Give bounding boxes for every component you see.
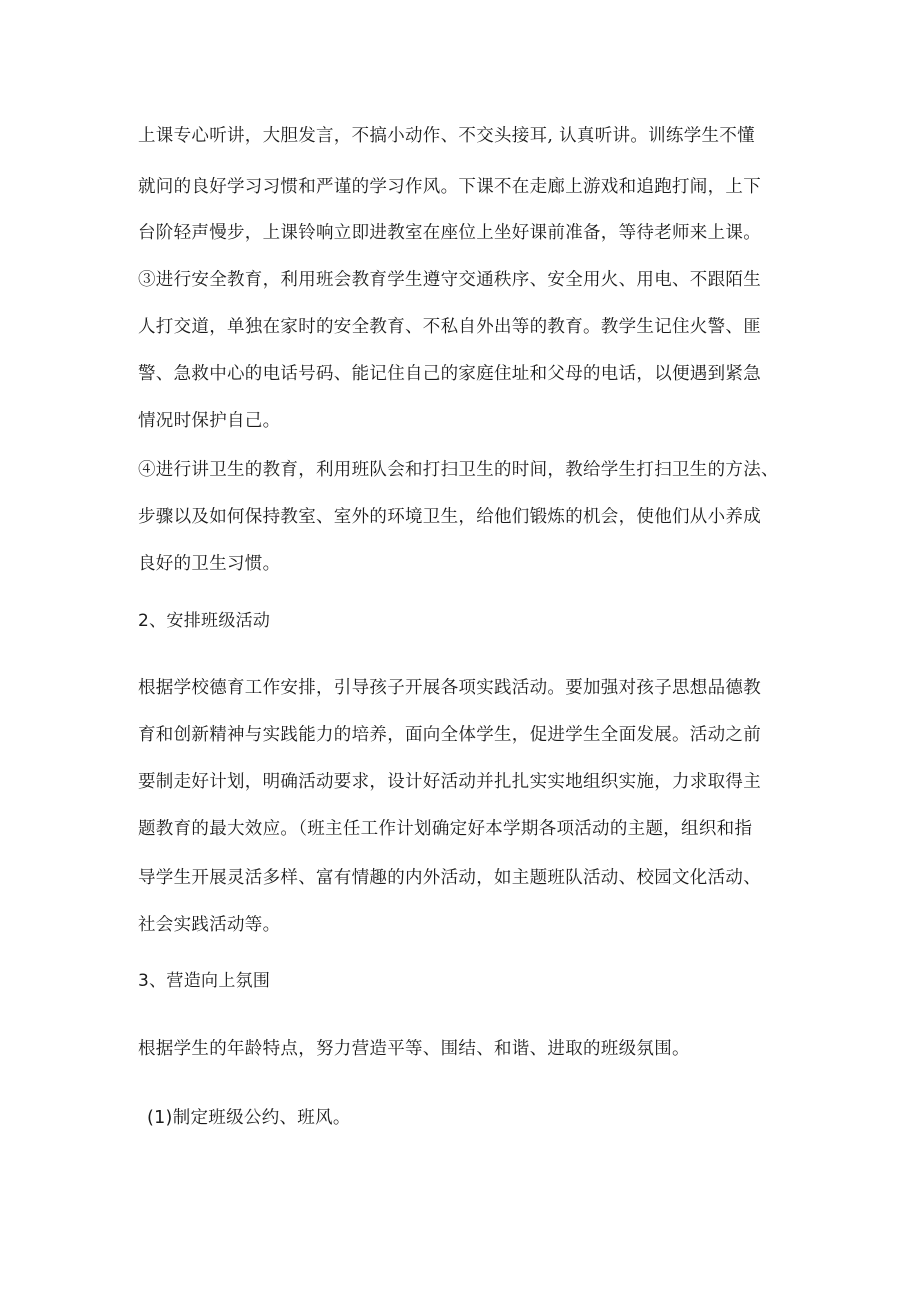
paragraph-line: 导学生开展灵活多样、富有情趣的内外活动，如主题班队活动、校园文化活动、 bbox=[138, 868, 761, 888]
paragraph-line: 情况时保护自己。 bbox=[138, 411, 281, 431]
paragraph-line: 台阶轻声慢步，上课铃响立即进教室在座位上坐好课前准备，等待老师来上课。 bbox=[138, 223, 761, 243]
paragraph-line: 警、急救中心的电话号码、能记住自己的家庭住址和父母的电话，以便遇到紧急 bbox=[138, 364, 761, 384]
paragraph-line: 上课专心听讲，大胆发言，不搞小动作、不交头接耳, 认真听讲。训练学生不懂 bbox=[138, 126, 755, 146]
paragraph-line: 步骤以及如何保持教室、室外的环境卫生，给他们锻炼的机会，使他们从小养成 bbox=[138, 507, 761, 527]
list-item: (1)制定班级公约、班风。 bbox=[147, 1108, 351, 1128]
paragraph-line: 题教育的最大效应。（班主任工作计划确定好本学期各项活动的主题，组织和指 bbox=[138, 819, 753, 839]
paragraph-line: 社会实践活动等。 bbox=[138, 915, 281, 935]
section-heading: 3、营造向上氛围 bbox=[138, 971, 271, 991]
paragraph-line: 要制走好计划，明确活动要求，设计好活动并扎扎实实地组织实施，力求取得主 bbox=[138, 772, 761, 792]
paragraph-line: ④进行讲卫生的教育，利用班队会和打扫卫生的时间，教给学生打扫卫生的方法、 bbox=[138, 460, 779, 480]
paragraph-line: 就问的良好学习习惯和严谨的学习作风。下课不在走廊上游戏和追跑打闹，上下 bbox=[138, 177, 761, 197]
paragraph-line: 根据学生的年龄特点，努力营造平等、围结、和谐、进取的班级氛围。 bbox=[138, 1039, 690, 1059]
paragraph-line: ③进行安全教育，利用班会教育学生遵守交通秩序、安全用火、用电、不跟陌生 bbox=[138, 270, 761, 290]
paragraph-line: 良好的卫生习惯。 bbox=[138, 554, 281, 574]
paragraph-line: 人打交道，单独在家时的安全教育、不私自外出等的教育。教学生记住火警、匪 bbox=[138, 317, 761, 337]
section-heading: 2、安排班级活动 bbox=[138, 611, 271, 631]
paragraph-line: 育和创新精神与实践能力的培养，面向全体学生，促进学生全面发展。活动之前 bbox=[138, 725, 761, 745]
paragraph-line: 根据学校德育工作安排，引导孩子开展各项实践活动。要加强对孩子思想品德教 bbox=[138, 678, 761, 698]
